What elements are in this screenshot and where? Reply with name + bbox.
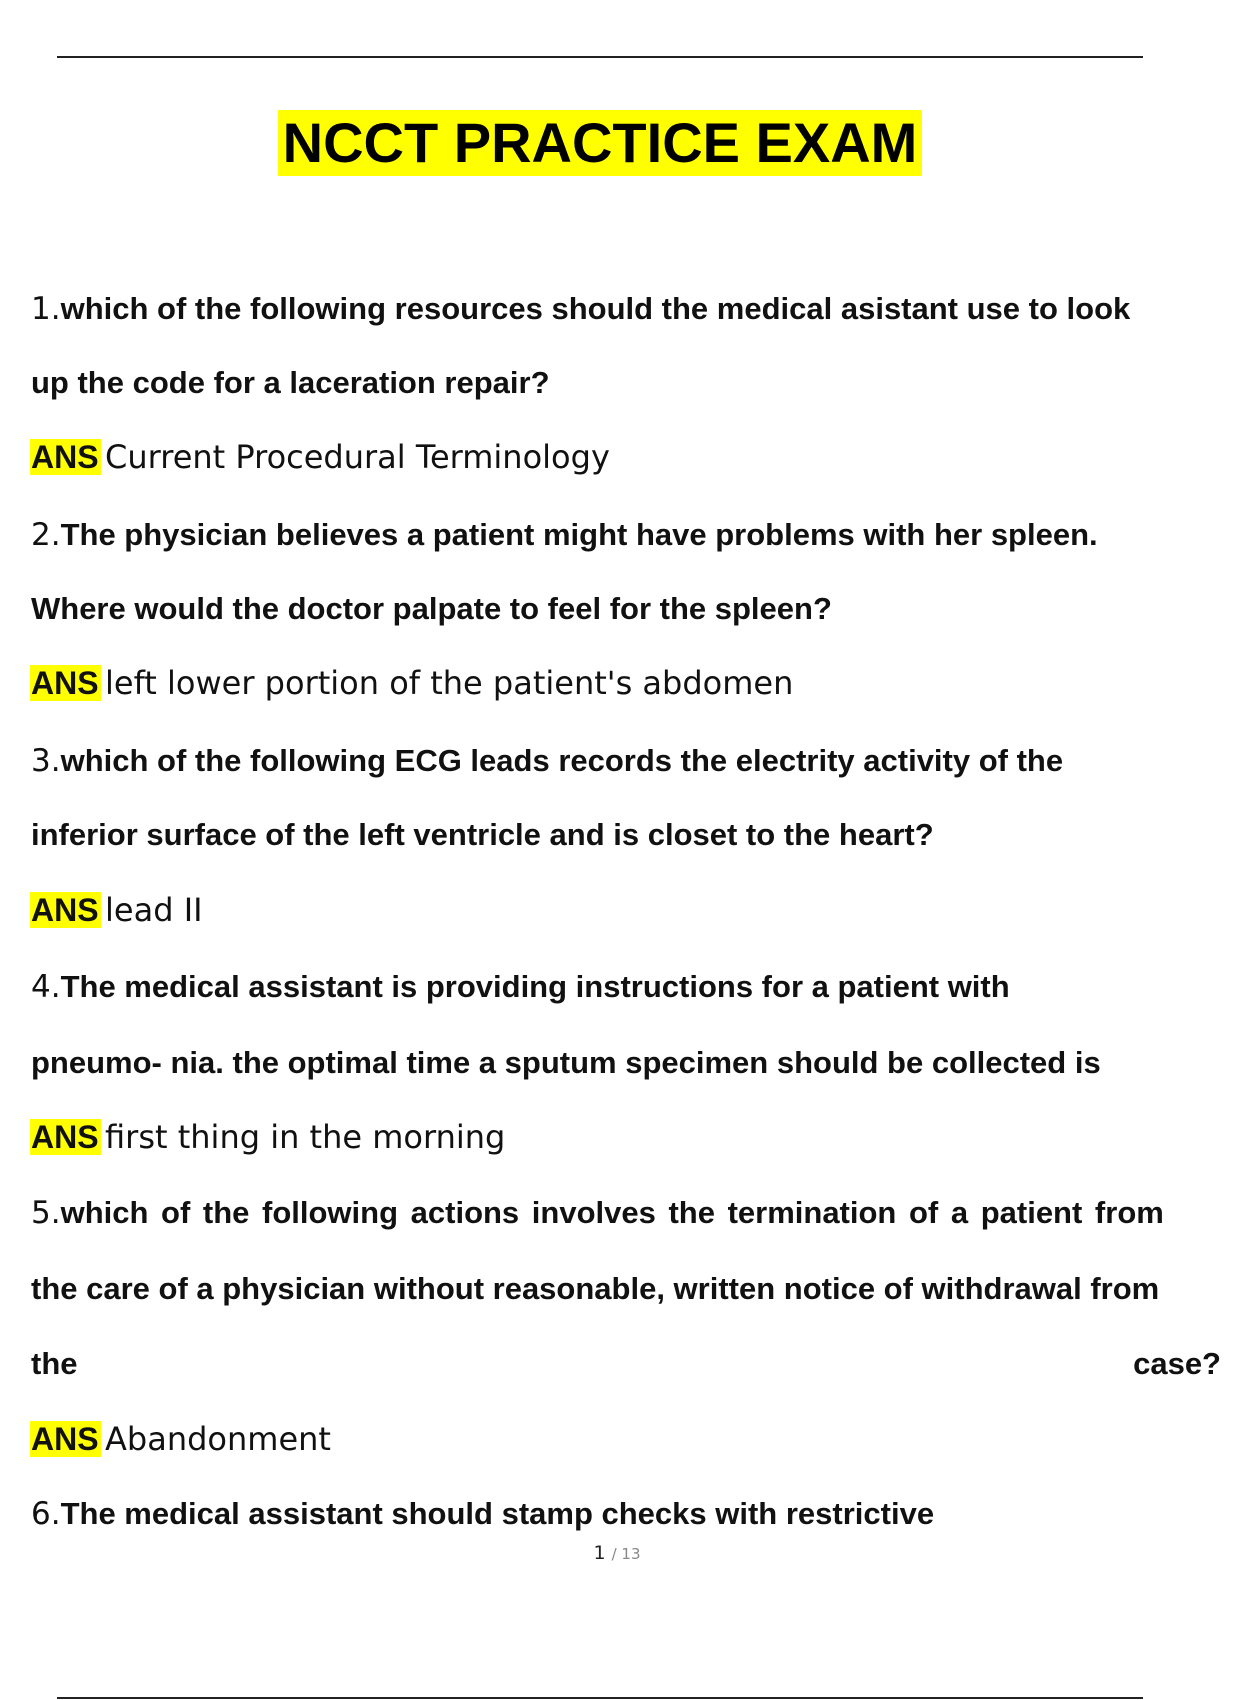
question-4-line-1 (31, 967, 1220, 1007)
question-number: 2. (31, 517, 61, 553)
page-title: NCCT PRACTICE EXAM (278, 110, 923, 176)
question-2-line-1 (31, 515, 1220, 555)
ans-label: ANS (31, 892, 99, 928)
page-total: / 13 (611, 1545, 641, 1563)
page-current: 1 (593, 1542, 606, 1564)
question-number: 6. (31, 1496, 61, 1532)
ans-label: ANS (31, 665, 99, 701)
question-4-line-2 (31, 1043, 1220, 1083)
question-text: which of the following ECG leads records the electrity activity of the (60, 743, 1064, 778)
question-number: 5. (31, 1195, 61, 1231)
answer-5 (31, 1419, 1220, 1459)
question-5-line-3 (31, 1344, 1221, 1384)
answer-text: Abandonment (105, 1420, 331, 1458)
answer-text: lead II (105, 891, 203, 929)
question-5-line-1 (31, 1193, 1220, 1233)
question-3-line-2 (31, 815, 1220, 855)
answer-2 (31, 663, 1220, 703)
question-number: 1. (31, 291, 61, 327)
bottom-rule (57, 1697, 1143, 1699)
question-text: The physician believes a patient might have problems with her spleen. (60, 517, 1098, 552)
question-text: pneumo- nia. the optimal time a sputum specimen should be collected is (31, 1045, 1101, 1080)
answer-3 (31, 890, 1220, 930)
question-text: The medical assistant is providing instructions for a patient with (60, 969, 1010, 1004)
answer-1 (31, 437, 1220, 477)
question-text-left: the (31, 1346, 78, 1381)
question-1-line-2 (31, 363, 1220, 403)
question-2-line-2 (31, 589, 1220, 629)
answer-4 (31, 1117, 1220, 1157)
ans-label: ANS (31, 1421, 99, 1457)
title-container (0, 110, 1200, 176)
question-3-line-1 (31, 741, 1220, 781)
ans-label: ANS (31, 439, 99, 475)
answer-text: first thing in the morning (105, 1118, 506, 1156)
question-text: Where would the doctor palpate to feel for the spleen? (31, 591, 832, 626)
question-number: 4. (31, 969, 61, 1005)
top-rule (57, 56, 1143, 58)
page-indicator (0, 1542, 1234, 1564)
answer-text: left lower portion of the patient's abdomen (105, 664, 794, 702)
question-text: which of the following resources should the medical asistant use to look (60, 291, 1131, 326)
question-text: the care of a physician without reasonable, written notice of withdrawal from (31, 1271, 1160, 1306)
question-text-right: case? (1133, 1346, 1221, 1381)
question-number: 3. (31, 743, 61, 779)
answer-text: Current Procedural Terminology (105, 438, 610, 476)
question-text: The medical assistant should stamp checks with restrictive (60, 1496, 935, 1531)
question-5-line-2 (31, 1269, 1220, 1309)
ans-label: ANS (31, 1119, 99, 1155)
question-text: up the code for a laceration repair? (31, 365, 550, 400)
question-text: inferior surface of the left ventricle and is closet to the heart? (31, 817, 934, 852)
question-1-line-1 (31, 289, 1220, 329)
question-6-line-1 (31, 1494, 1220, 1534)
question-text: which of the following actions involves the termination of a patient from (60, 1195, 1164, 1230)
